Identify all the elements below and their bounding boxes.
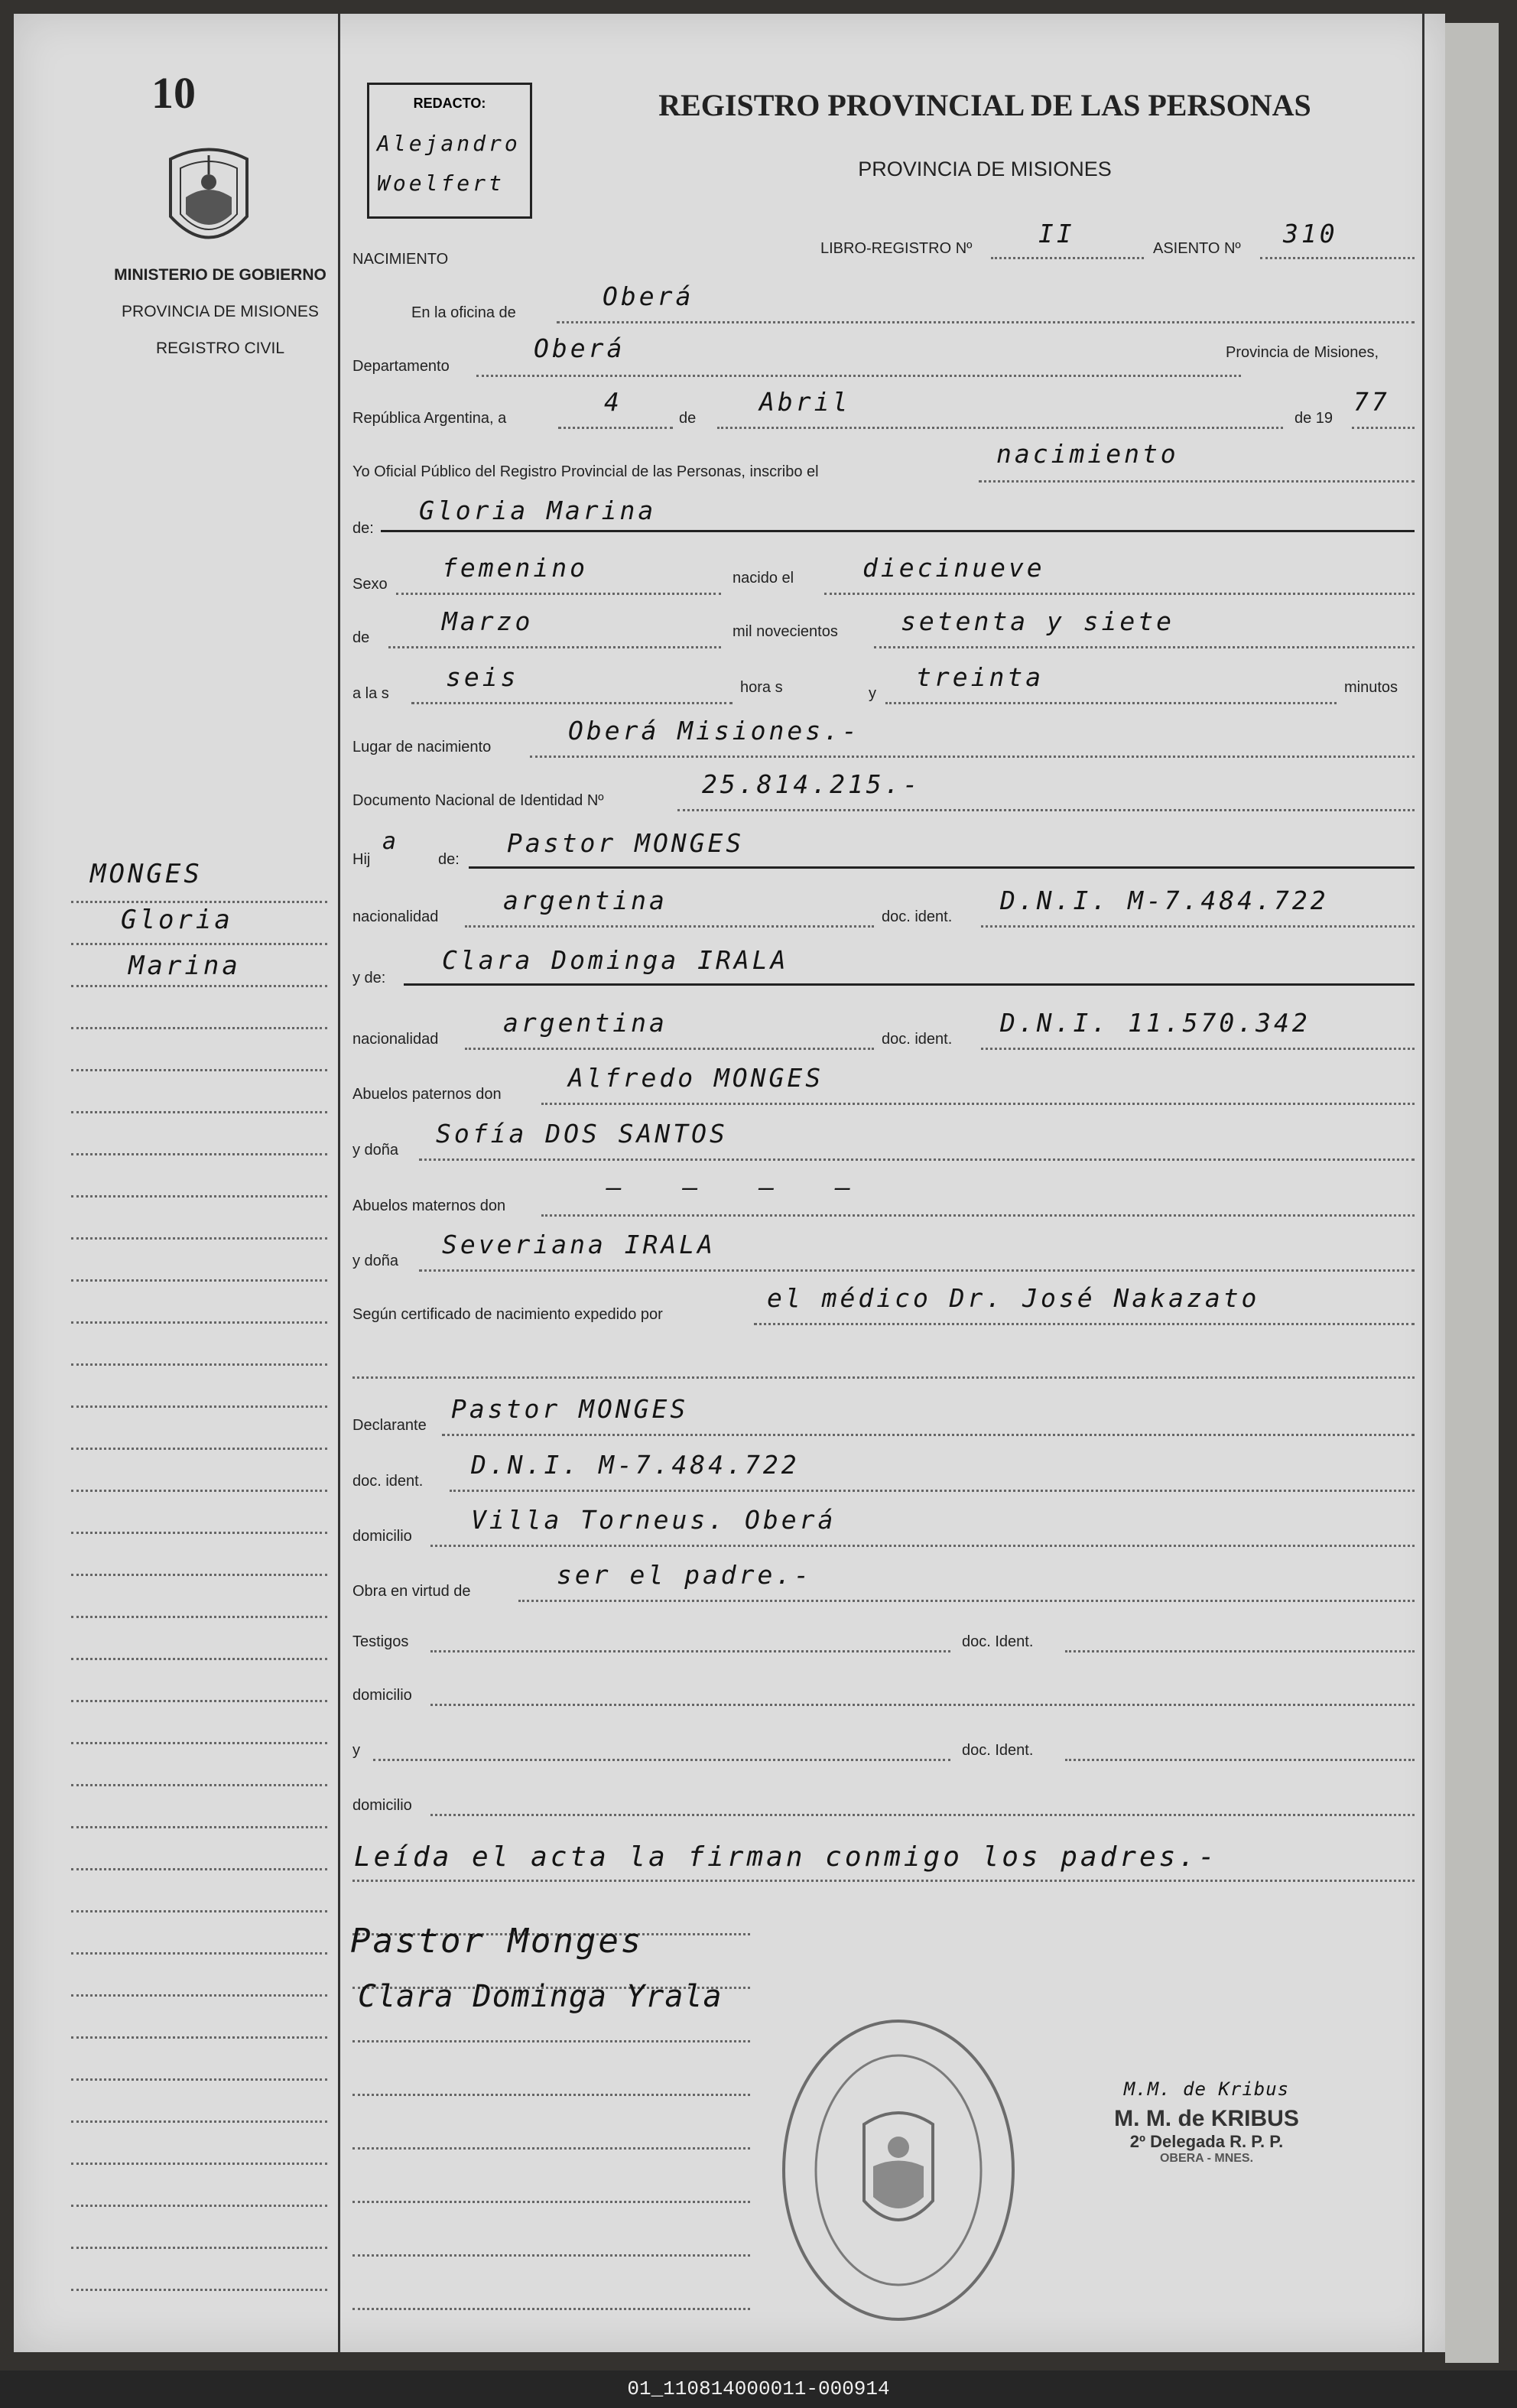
signature-mother: Clara Dominga Yrala	[358, 1979, 723, 2014]
official-title: 2º Delegada R. P. P.	[1129, 2132, 1284, 2151]
obra-value: ser el padre.-	[557, 1560, 813, 1590]
departamento-label: Departamento	[352, 358, 450, 375]
domicilio-value: Villa Torneus. Oberá	[471, 1505, 836, 1535]
y2-label: y	[352, 1742, 360, 1759]
mother-nacionalidad-label: nacionalidad	[352, 1031, 439, 1048]
asiento-dots	[1260, 257, 1415, 259]
oficina-dots	[557, 321, 1415, 323]
margin-ruled-line	[71, 1363, 327, 1366]
nacido-value: diecinueve	[862, 553, 1045, 583]
margin-ruled-line	[71, 1658, 327, 1660]
margin-ruled-line	[71, 985, 327, 987]
margin-surname: MONGES	[90, 859, 203, 889]
father-docident-label: doc. ident.	[882, 908, 953, 925]
republica-label: República Argentina, a	[352, 410, 507, 427]
ministry-name: MINISTERIO DE GOBIERNO	[114, 266, 326, 284]
abuelos-maternos-label: Abuelos maternos don	[352, 1198, 506, 1214]
left-column-border	[338, 14, 340, 2352]
margin-ruled-line	[71, 1153, 327, 1155]
de-label: de	[679, 410, 697, 427]
father-doc-dots	[981, 925, 1415, 928]
signature-ruled-line	[352, 2254, 750, 2257]
abuelo-mat-dots	[541, 1214, 1415, 1217]
inscribo-dots	[979, 480, 1415, 483]
ydona-materna-label: y doña	[352, 1253, 399, 1269]
alas-label: a la s	[352, 685, 389, 702]
abuelo-pat-dots	[541, 1103, 1415, 1105]
dni-value: 25.814.215.-	[702, 769, 921, 799]
ydona-paterna-label: y doña	[352, 1142, 399, 1159]
lugar-value: Oberá Misiones.-	[568, 716, 860, 746]
record-type-label: NACIMIENTO	[352, 251, 449, 268]
mes-value: Marzo	[442, 606, 534, 636]
margin-ruled-line	[71, 1405, 327, 1408]
provincial-crest-icon	[159, 144, 258, 258]
abuela-materna-value: Severiana IRALA	[442, 1230, 716, 1259]
testigos-domicilio-dots	[430, 1704, 1415, 1706]
declarante-doc-label: doc. ident.	[352, 1473, 424, 1490]
sexo-dots	[396, 593, 721, 595]
father-nac-dots	[465, 925, 874, 928]
image-id-footer: 01_110814000011-000914	[0, 2371, 1517, 2408]
father-nacionalidad-label: nacionalidad	[352, 908, 439, 925]
margin-ruled-line	[71, 1321, 327, 1324]
oficial-label: Yo Oficial Público del Registro Provincial de las Personas, inscribo el	[352, 463, 819, 480]
libro-label: LIBRO-REGISTRO Nº	[820, 240, 973, 257]
margin-ruled-line	[71, 1027, 327, 1029]
ministry-province: PROVINCIA DE MISIONES	[122, 303, 319, 320]
y-label: y	[869, 685, 876, 702]
abuela-pat-dots	[419, 1159, 1415, 1161]
nacido-label: nacido el	[733, 570, 794, 587]
sexo-label: Sexo	[352, 576, 388, 593]
departamento-dots	[476, 375, 1241, 377]
mother-line	[404, 983, 1415, 986]
asiento-value: 310	[1283, 219, 1338, 249]
redacto-name-line2: Woelfert	[377, 171, 505, 196]
margin-ruled-line	[71, 943, 327, 945]
libro-dots	[991, 257, 1144, 259]
margin-ruled-line	[71, 1448, 327, 1450]
yde-label: y de:	[352, 970, 386, 986]
domicilio-label: domicilio	[352, 1528, 412, 1545]
signature-ruled-line	[352, 2094, 750, 2096]
declarante-value: Pastor MONGES	[451, 1394, 689, 1424]
mother-docident-label: doc. ident.	[882, 1031, 953, 1048]
mil-label: mil novecientos	[733, 623, 838, 640]
margin-ruled-line	[71, 901, 327, 903]
sexo-value: femenino	[442, 553, 588, 583]
departamento-value: Oberá	[534, 333, 625, 363]
testigos-domicilio-label: domicilio	[352, 1687, 412, 1704]
margin-ruled-line	[71, 1574, 327, 1576]
de-mes-label: de	[352, 629, 370, 646]
provincia-label: Provincia de Misiones,	[1226, 344, 1379, 361]
margin-ruled-line	[71, 1490, 327, 1492]
redacto-box	[367, 83, 532, 219]
asiento-label: ASIENTO Nº	[1153, 240, 1241, 257]
hora-value: seis	[446, 662, 519, 692]
abuela-mat-dots	[419, 1269, 1415, 1272]
certificado-dots	[754, 1323, 1415, 1325]
hijo-suffix: a	[382, 828, 400, 855]
testigo2-domicilio-dots	[430, 1814, 1415, 1816]
dni-label: Documento Nacional de Identidad Nº	[352, 792, 604, 809]
margin-ruled-line	[71, 1195, 327, 1198]
abuelo-paterno-value: Alfredo MONGES	[568, 1063, 824, 1093]
child-name-value: Gloria Marina	[419, 496, 657, 525]
declarante-dots	[442, 1434, 1415, 1436]
minutos-label: minutos	[1344, 679, 1398, 696]
day-value: 4	[604, 387, 622, 417]
testigos-doc-dots	[1065, 1650, 1415, 1652]
mother-name-value: Clara Dominga IRALA	[442, 945, 789, 975]
margin-ruled-line	[71, 1742, 327, 1744]
signature-ruled-line	[352, 2201, 750, 2203]
lugar-dots	[530, 756, 1415, 758]
name-line	[381, 530, 1415, 532]
margin-ruled-line	[71, 1826, 327, 1828]
margin-ruled-line	[71, 1910, 327, 1912]
testigos-label: Testigos	[352, 1633, 409, 1650]
mes-dots	[388, 646, 721, 648]
margin-ruled-line	[71, 2036, 327, 2039]
closing-statement: Leída el acta la firman conmigo los padres.-	[354, 1841, 1218, 1873]
month-value: Abril	[759, 387, 851, 417]
certificado-label: Según certificado de nacimiento expedido por	[352, 1306, 663, 1323]
official-signature-stamp	[1061, 2078, 1352, 2166]
margin-given-name: Gloria	[121, 905, 233, 935]
father-nationality-value: argentina	[503, 886, 668, 915]
hijo-label: Hij	[352, 851, 371, 868]
abuela-paterna-value: Sofía DOS SANTOS	[436, 1119, 728, 1149]
redacto-name-line1: Alejandro	[377, 131, 521, 156]
certificado-value: el médico Dr. José Nakazato	[767, 1283, 1260, 1313]
father-line	[469, 866, 1415, 869]
obra-dots	[518, 1600, 1415, 1602]
minutos-dots	[885, 702, 1337, 704]
year-dots	[1352, 427, 1415, 429]
margin-ruled-line	[71, 1616, 327, 1618]
margin-ruled-line	[71, 1237, 327, 1240]
ministry-registry: REGISTRO CIVIL	[155, 340, 285, 357]
declarante-doc-value: D.N.I. M-7.484.722	[471, 1450, 800, 1480]
obra-label: Obra en virtud de	[352, 1583, 471, 1600]
father-name-value: Pastor MONGES	[507, 828, 745, 858]
testigo2-dots	[373, 1759, 950, 1761]
year-value: 77	[1353, 387, 1390, 417]
document-title: REGISTRO PROVINCIAL DE LAS PERSONAS	[658, 88, 1311, 122]
margin-ruled-line	[71, 1700, 327, 1702]
testigos-doc-label: doc. Ident.	[962, 1633, 1034, 1650]
nacido-dots	[824, 593, 1415, 595]
testigo2-domicilio-label: domicilio	[352, 1797, 412, 1814]
closing-dots	[352, 1880, 1415, 1882]
inscribo-value: nacimiento	[996, 439, 1179, 469]
margin-ruled-line	[71, 2247, 327, 2249]
domicilio-dots	[430, 1545, 1415, 1547]
lugar-label: Lugar de nacimiento	[352, 739, 492, 756]
margin-ruled-line	[71, 1069, 327, 1071]
margin-ruled-line	[71, 1868, 327, 1870]
declarante-label: Declarante	[352, 1417, 427, 1434]
margin-ruled-line	[71, 2289, 327, 2291]
abuelos-paternos-label: Abuelos paternos don	[352, 1086, 502, 1103]
page-number: 10	[151, 68, 196, 118]
testigos-dots	[430, 1650, 950, 1652]
document-subtitle: PROVINCIA DE MISIONES	[858, 158, 1112, 180]
signature-father: Pastor Monges	[350, 1922, 644, 1961]
margin-ruled-line	[71, 1279, 327, 1282]
mother-nationality-value: argentina	[503, 1008, 668, 1038]
margin-ruled-line	[71, 2078, 327, 2081]
margin-ruled-line	[71, 1952, 327, 1955]
document-sheet	[14, 14, 1445, 2352]
margin-ruled-line	[71, 1784, 327, 1786]
right-border	[1422, 14, 1424, 2352]
certificado-dots-2	[352, 1376, 1415, 1379]
mil-value: setenta y siete	[901, 606, 1175, 636]
margin-ruled-line	[71, 1111, 327, 1113]
signature-ruled-line	[352, 2147, 750, 2150]
margin-ruled-line	[71, 2163, 327, 2165]
de-year-label: de 19	[1294, 410, 1333, 427]
dni-dots	[677, 809, 1415, 811]
father-doc-value: D.N.I. M-7.484.722	[1000, 886, 1329, 915]
abuelo-materno-value: — — — —	[606, 1172, 874, 1202]
signature-ruled-line	[352, 2040, 750, 2042]
testigo2-doc-dots	[1065, 1759, 1415, 1761]
mother-nac-dots	[465, 1048, 874, 1050]
de-name-label: de:	[352, 520, 374, 537]
margin-ruled-line	[71, 1994, 327, 1997]
hora-dots	[411, 702, 733, 704]
hora-label: hora s	[740, 679, 783, 696]
official-signature: M.M. de Kribus	[1123, 2078, 1290, 2100]
signature-ruled-line	[352, 2308, 750, 2310]
underlying-sheet	[1445, 23, 1499, 2363]
day-dots	[558, 427, 673, 429]
oficina-value: Oberá	[603, 281, 694, 311]
margin-ruled-line	[71, 2120, 327, 2123]
official-seal-icon	[772, 2010, 1025, 2331]
libro-value: II	[1038, 219, 1075, 249]
declarante-doc-dots	[450, 1490, 1415, 1492]
mother-doc-value: D.N.I. 11.570.342	[1000, 1008, 1311, 1038]
minutos-value: treinta	[916, 662, 1044, 692]
official-name: M. M. de KRIBUS	[1114, 2106, 1299, 2131]
oficina-label: En la oficina de	[411, 304, 516, 321]
mil-dots	[874, 646, 1415, 648]
redacto-label: REDACTO:	[413, 96, 486, 111]
mother-doc-dots	[981, 1048, 1415, 1050]
margin-middle-name: Marina	[128, 951, 241, 981]
margin-ruled-line	[71, 1532, 327, 1534]
official-city: OBERA - MNES.	[1159, 2152, 1254, 2165]
month-dots	[717, 427, 1283, 429]
margin-ruled-line	[71, 2205, 327, 2207]
testigo2-doc-label: doc. Ident.	[962, 1742, 1034, 1759]
hijo-de-label: de:	[438, 851, 460, 868]
